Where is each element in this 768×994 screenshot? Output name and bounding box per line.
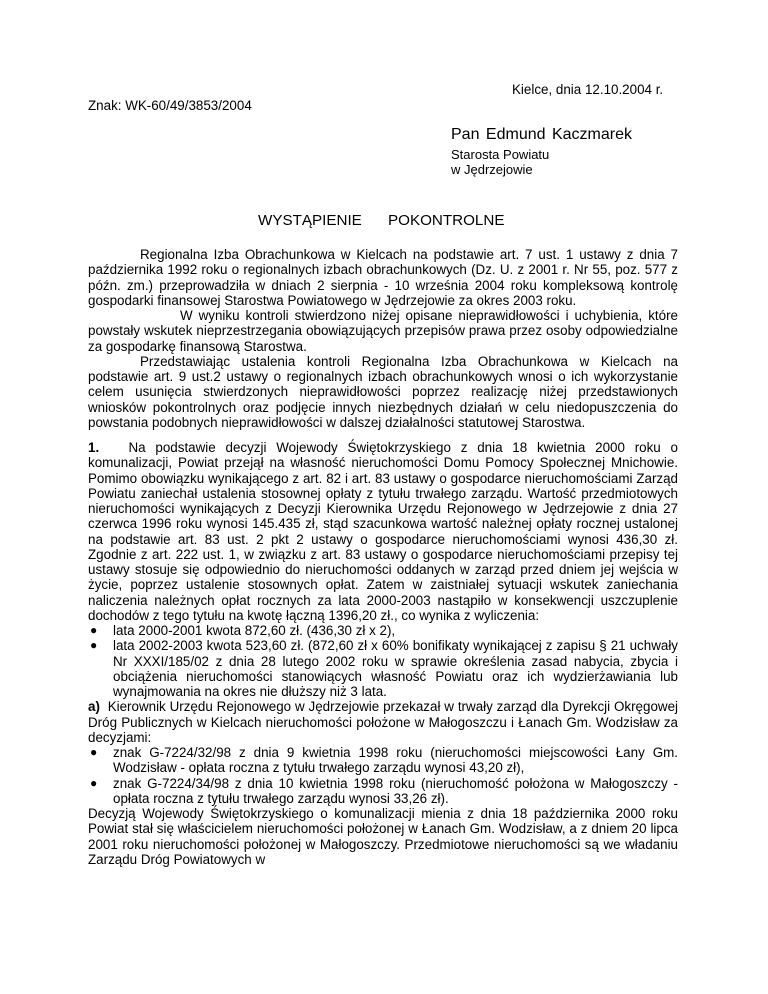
list-item: ● lata 2002-2003 kwota 523,60 zł. (872,60 zł x 60% bonifikaty wynikającej z zapisu § 21 uchwały Nr XXXI/185/02 z dnia 28 lutego 2002 roku w sprawie określenia zasad nabycia, zbycia i obciążenia nieruchomości stanowiących własność Powiatu oraz ich wydzierżawiania lub wynajmowania na okres nie dłuższy niż 3 lata. <box>90 638 678 699</box>
paragraph-point-a <box>88 699 678 745</box>
bullet-icon: ● <box>90 745 98 759</box>
point-1-text: Na podstawie decyzji Wojewody Świętokrzyskiego z dnia 18 kwietnia 2000 roku o komunalizacji, Powiat przejął na własność nieruchomości Domu Pomocy Społecznej Mnichowie. Pomimo obowiązku wynikającego z art. 82 i art. 83 ustawy o gospodarce nieruchomościami Zarząd Powiatu zaniechał ustalenia stosownej opłaty z tytułu trwałego zarządu. Wartość przedmiotowych nieruchomości wynikających z Decyzji Kierownika Urzędu Rejonowego w Jędrzejowie z dnia 27 czerwca 1996 roku wynosi 145.435 zł, stąd szacunkowa wartość należnej opłaty rocznej ustalonej na podstawie art. 83 ust. 2 pkt 2 ustawy o gospodarce nieruchomościami wynosi 436,30 zł. Zgodnie z art. 222 ust. 1, w związku z art. 83 ustawy o gospodarce nieruchomościami przepisy tej ustawy stosuje się odpowiednio do nieruchomości oddanych w zarząd przed dniem jej wejścia w życie, poprzez ustalenie stosownych opłat. Zatem w zaistniałej sytuacji wskutek zaniechania naliczenia należnych opłat rocznych za lata 2000-2003 nastąpiło w konsekwencji uszczuplenie dochodów z tego tytułu na kwotę łączną 1396,20 zł., co wynika z wyliczenia: <box>88 440 678 623</box>
point-label: a) <box>88 699 100 715</box>
bullet-icon: ● <box>90 623 98 637</box>
document-title: WYSTĄPIENIE POKONTROLNE <box>258 212 505 229</box>
list-item: ● znak G-7224/34/98 z dnia 10 kwietnia 1998 roku (nieruchomość położona w Małogoszczy - opłata roczna z tytułu trwałego zarządu wynosi 33,26 zł). <box>90 775 678 806</box>
paragraph-request: Przedstawiając ustalenia kontroli Regionalna Izba Obrachunkowa w Kielcach na podstawie art. 9 ust.2 ustawy o regionalnych izbach obrachunkowych wnosi o ich wykorzystanie celem usunięcia stwierdzonych nieprawidłowości poprzez realizację niżej przedstawionych wniosków pokontrolnych oraz podjęcie innych niezbędnych działań w celu niedopuszczenia do powstania podobnych nieprawidłowości w dalszej działalności statutowej Starostwa. <box>88 353 678 430</box>
addressee-name: Pan Edmund Kaczmarek <box>451 126 632 143</box>
paragraph-intro: Regionalna Izba Obrachunkowa w Kielcach na podstawie art. 7 ust. 1 ustawy z dnia 7 października 1992 roku o regionalnych izbach obrachunkowych (Dz. U. z 2001 r. Nr 55, poz. 577 z późn. zm.) przeprowadziła w dniach 2 sierpnia - 10 września 2004 roku kompleksową kontrolę gospodarki finansowej Starostwa Powiatowego w Jędrzejowie za okres 2003 roku. <box>88 247 678 308</box>
bullet-icon: ● <box>90 775 98 790</box>
document-body <box>88 247 678 867</box>
list-item: ● znak G-7224/32/98 z dnia 9 kwietnia 1998 roku (nieruchomości miejscowości Łany Gm. Wodzisław - opłata roczna z tytułu trwałego zarządu wynosi 43,20 zł), <box>90 745 678 776</box>
addressee-location: w Jędrzejowie <box>451 162 533 177</box>
list-item: ● lata 2000-2001 kwota 872,60 zł. (436,30 zł x 2), <box>90 623 396 638</box>
paragraph-communalization: Decyzją Wojewody Świętokrzyskiego o komunalizacji mienia z dnia 18 października 2000 roku Powiat stał się właścicielem nieruchomości położonej w Łanach Gm. Wodzisław, a z dniem 20 lipca 2001 roku nieruchomości położonej w Małogoszczy. Przedmiotowe nieruchomości są we władaniu Zarządu Dróg Powiatowych w <box>88 806 678 867</box>
addressee-position: Starosta Powiatu <box>451 147 550 162</box>
letter-date: Kielce, dnia 12.10.2004 r. <box>512 82 664 97</box>
paragraph-findings: W wyniku kontroli stwierdzono niżej opisane nieprawidłowości i uchybienia, które powstały wskutek nieprzestrzegania obowiązujących przepisów prawa przez osoby odpowiedzialne za gospodarkę finansową Starostwa. <box>88 308 678 354</box>
bullet-icon: ● <box>90 638 98 653</box>
calculation-list <box>88 623 678 699</box>
point-number: 1. <box>88 440 100 455</box>
decisions-list <box>88 745 678 806</box>
paragraph-point-1 <box>88 440 678 623</box>
reference-number: Znak: WK-60/49/3853/2004 <box>88 98 252 113</box>
point-a-text: Kierownik Urzędu Rejonowego w Jędrzejowie przekazał w trwały zarząd dla Dyrekcji Okręgowej Dróg Publicznych w Kielcach nieruchomości położone w Małogoszczu i Łanach Gm. Wodzisław za decyzjami: <box>88 699 678 745</box>
